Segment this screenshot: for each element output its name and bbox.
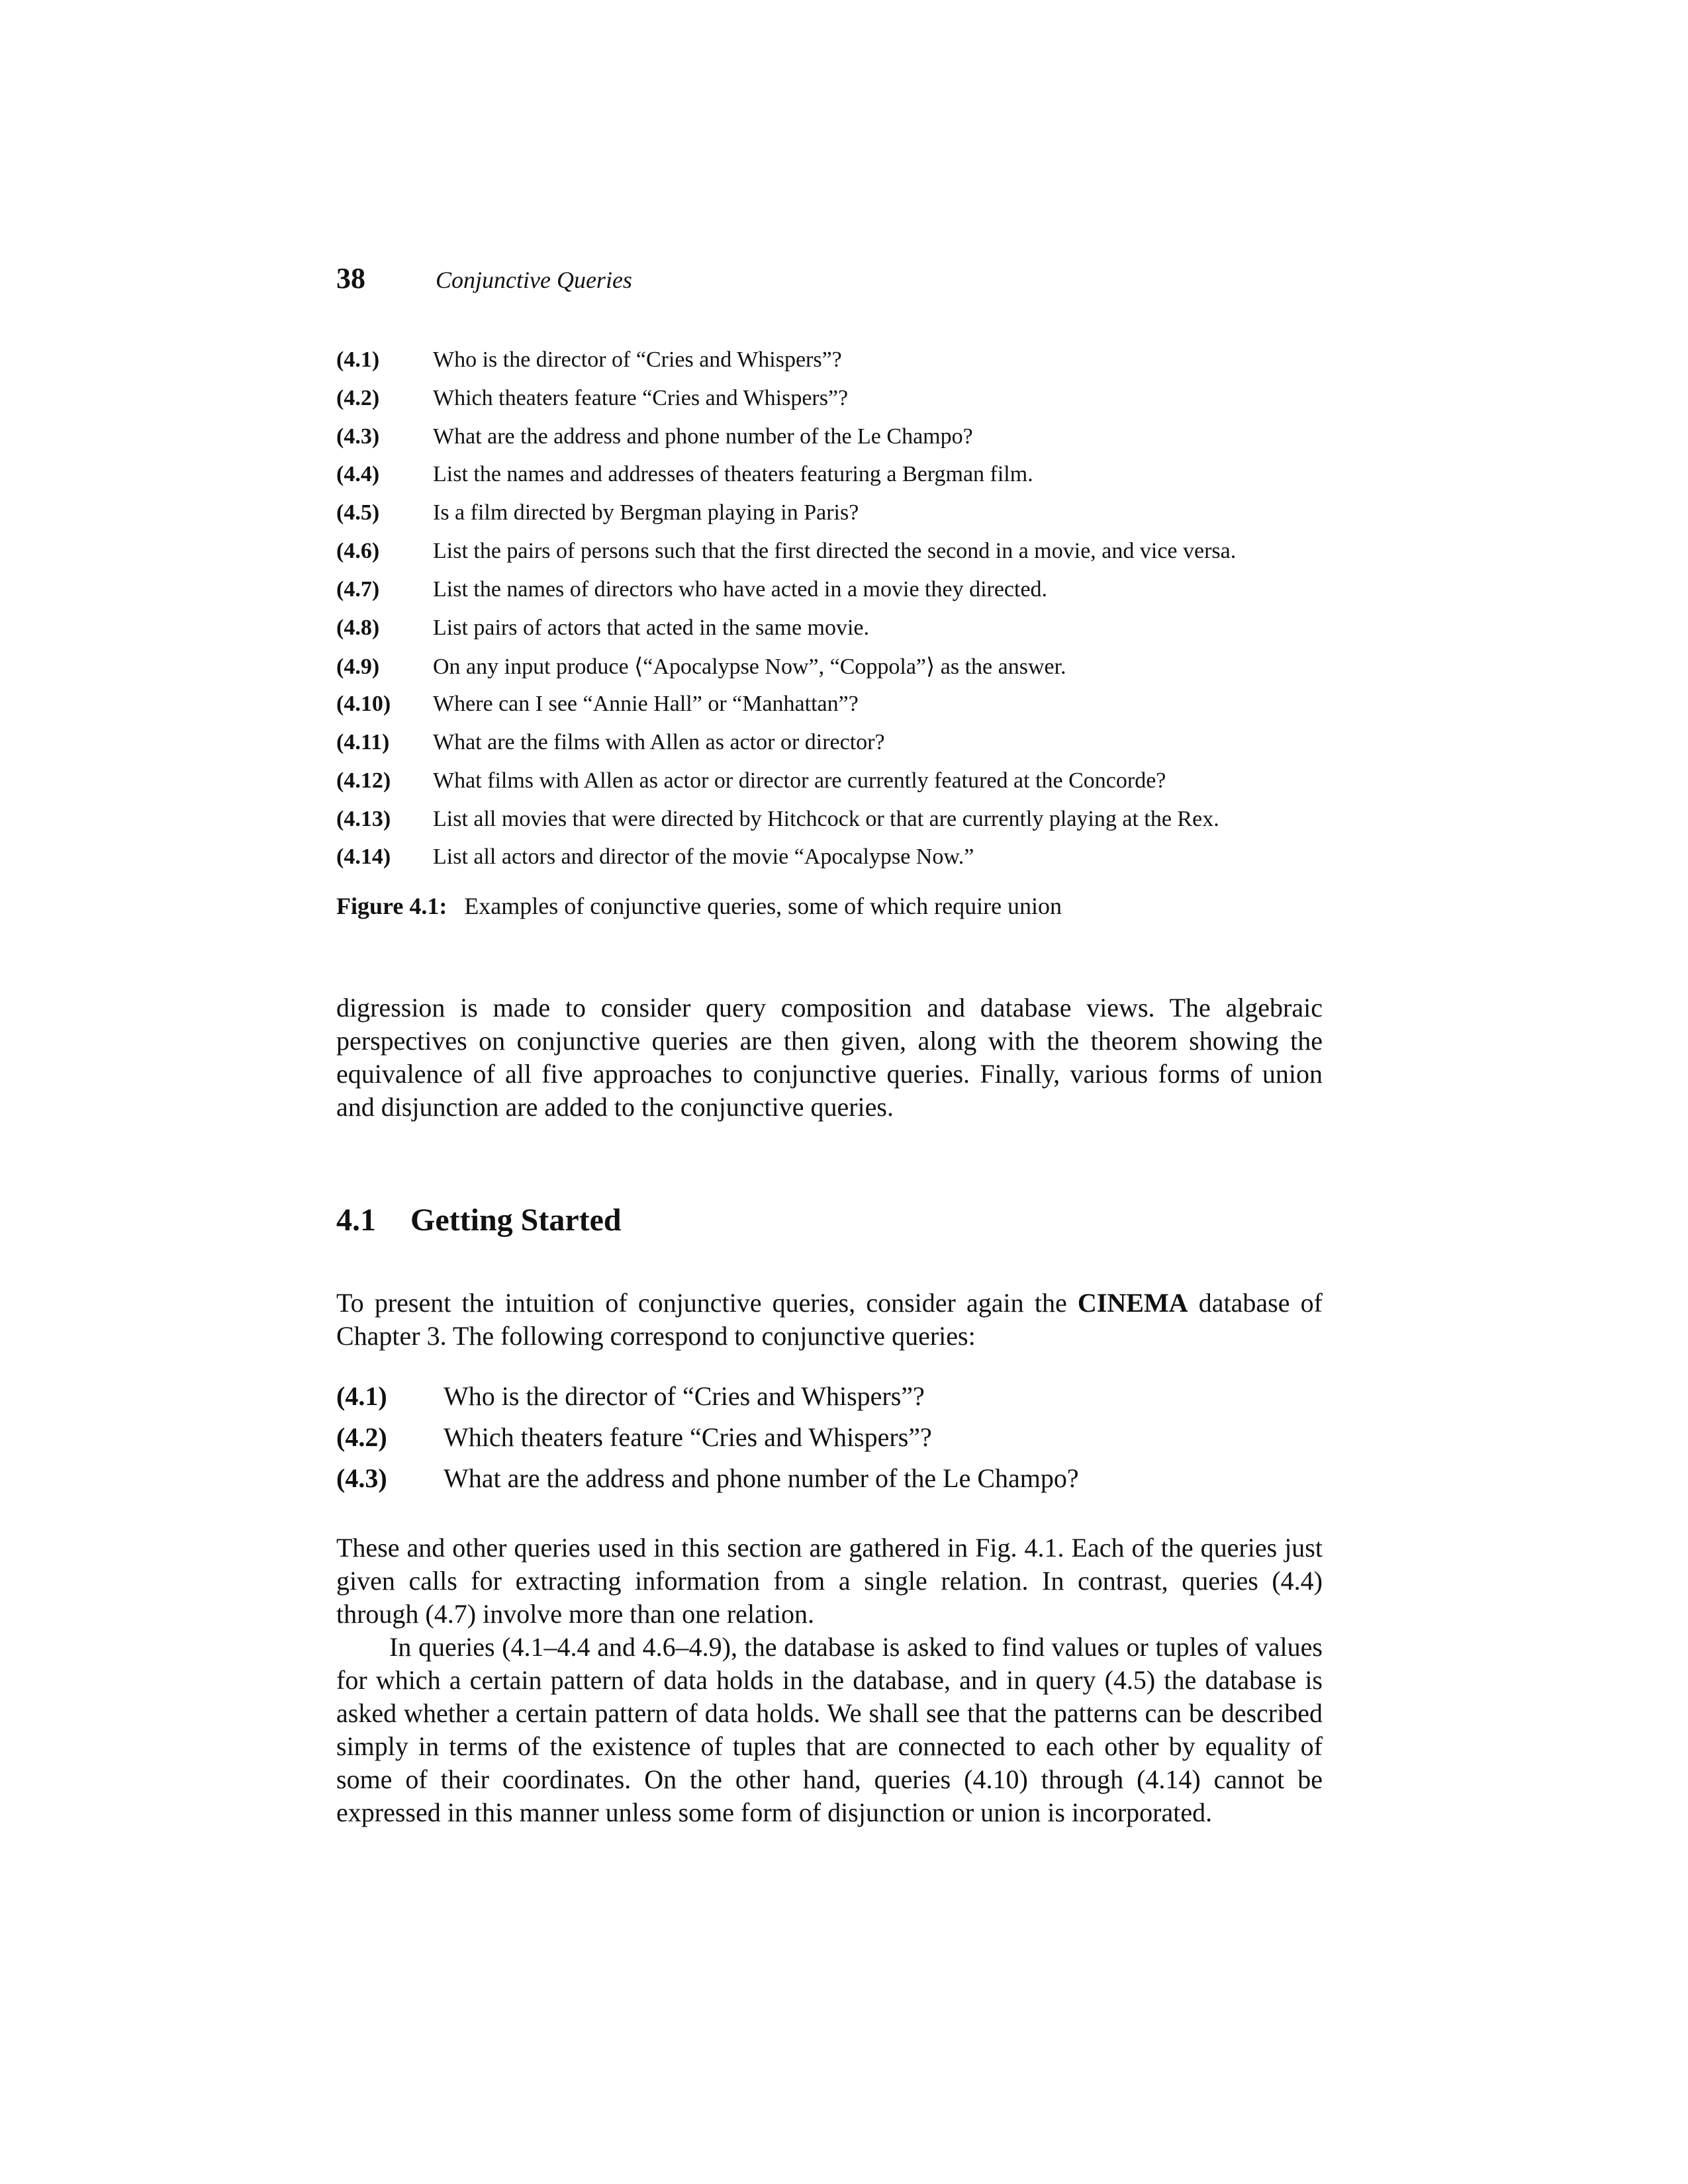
figure-item-text: Is a film directed by Bergman playing in Paris? xyxy=(433,500,859,525)
figure-item-text: On any input produce ⟨“Apocalypse Now”, “Coppola”⟩ as the answer. xyxy=(433,655,1066,680)
figure-item-text: What are the films with Allen as actor or director? xyxy=(433,729,885,754)
figure-item-number: (4.13) xyxy=(336,806,391,831)
figure-item-number: (4.7) xyxy=(336,576,380,602)
figure-item-text: List the names and addresses of theaters featuring a Bergman film. xyxy=(433,462,1033,487)
figure-item-number: (4.2) xyxy=(336,385,380,410)
query-number: (4.2) xyxy=(336,1422,387,1453)
figure-item-text: Where can I see “Annie Hall” or “Manhattan”? xyxy=(433,692,859,717)
body-paragraph xyxy=(336,1287,1323,1353)
query-list xyxy=(336,1381,1323,1504)
figure-item-number: (4.1) xyxy=(336,347,380,372)
figure-item xyxy=(336,424,1323,463)
query-text: Who is the director of “Cries and Whispers”? xyxy=(444,1381,925,1412)
figure-item xyxy=(336,844,1323,883)
running-head xyxy=(336,261,1323,301)
figure-item xyxy=(336,539,1323,577)
figure-query-list xyxy=(336,347,1323,883)
figure-item-text: Which theaters feature “Cries and Whispers”? xyxy=(433,385,849,410)
figure-item-text: List the pairs of persons such that the first directed the second in a movie, and vice versa. xyxy=(433,538,1237,563)
figure-item xyxy=(336,768,1323,807)
paragraph-text: To present the intuition of conjunctive queries, consider again the xyxy=(336,1288,1078,1318)
figure-item-number: (4.14) xyxy=(336,844,391,870)
body-paragraph: In queries (4.1–4.4 and 4.6–4.9), the database is asked to find values or tuples of values for which a certain pattern of data holds in the database, and in query (4.5) the database is asked whether a certain pattern of data holds. We shall see that the patterns can be described simply in terms of the existence of tuples that are connected to each other by equality of some of their coordinates. On the other hand, queries (4.10) through (4.14) cannot be expressed in this manner unless some form of disjunction or union is incorporated. xyxy=(336,1632,1323,1828)
figure-item xyxy=(336,462,1323,500)
query-number: (4.1) xyxy=(336,1381,387,1412)
figure-item-text: What films with Allen as actor or director are currently featured at the Concorde? xyxy=(433,768,1166,793)
query-text: What are the address and phone number of the Le Champo? xyxy=(444,1463,1079,1494)
figure-item xyxy=(336,500,1323,539)
figure-item-number: (4.6) xyxy=(336,538,380,563)
figure-item-text: List the names of directors who have acted in a movie they directed. xyxy=(433,576,1048,602)
body-paragraph: digression is made to consider query composition and database views. The algebraic perspectives on conjunctive queries are then given, along with the theorem showing the equivalence of all five approaches to conjunctive queries. Finally, various forms of union and disjunction are added to the conjunctive queries. xyxy=(336,993,1323,1122)
figure-item-number: (4.5) xyxy=(336,500,380,525)
figure-caption-text: Examples of conjunctive queries, some of which require union xyxy=(464,893,1062,920)
section-number: 4.1 xyxy=(336,1203,376,1238)
figure-item xyxy=(336,577,1323,615)
figure-item-number: (4.8) xyxy=(336,615,380,640)
database-name: CINEMA xyxy=(1077,1288,1188,1318)
section-heading xyxy=(336,1202,1323,1242)
page-number: 38 xyxy=(336,262,365,295)
query-item xyxy=(336,1463,1323,1504)
figure-item xyxy=(336,386,1323,424)
query-item xyxy=(336,1422,1323,1463)
query-item xyxy=(336,1381,1323,1422)
section-title: Getting Started xyxy=(410,1203,622,1238)
figure-item xyxy=(336,730,1323,768)
figure-caption-label: Figure 4.1: xyxy=(336,893,447,920)
figure-item xyxy=(336,653,1323,692)
figure-item-text: List pairs of actors that acted in the same movie. xyxy=(433,615,870,640)
figure-item-text: List all movies that were directed by Hitchcock or that are currently playing at the Rex. xyxy=(433,806,1219,831)
figure-item-text: List all actors and director of the movie “Apocalypse Now.” xyxy=(433,844,974,870)
paragraph-text: database of Chapter 3. The following correspond to conjunctive queries: xyxy=(336,1288,1323,1351)
figure-item xyxy=(336,615,1323,654)
figure-item-number: (4.11) xyxy=(336,729,390,754)
figure-item-number: (4.10) xyxy=(336,692,391,717)
figure-item xyxy=(336,347,1323,386)
page xyxy=(336,261,1323,1829)
figure-item-number: (4.9) xyxy=(336,655,380,680)
figure-caption xyxy=(336,892,1323,920)
figure-item-number: (4.4) xyxy=(336,462,380,487)
query-number: (4.3) xyxy=(336,1463,387,1494)
running-title: Conjunctive Queries xyxy=(436,267,632,293)
figure-item-text: What are the address and phone number of the Le Champo? xyxy=(433,424,973,449)
figure-item-text: Who is the director of “Cries and Whispers”? xyxy=(433,347,842,372)
figure-item xyxy=(336,692,1323,730)
figure-item-number: (4.3) xyxy=(336,424,380,449)
query-text: Which theaters feature “Cries and Whispers”? xyxy=(444,1422,932,1453)
figure-item xyxy=(336,807,1323,845)
body-paragraph: These and other queries used in this section are gathered in Fig. 4.1. Each of the queries just given calls for extracting information from a single relation. In contrast, queries (4.4) through (4.7) involve more than one relation. xyxy=(336,1533,1323,1629)
figure-item-number: (4.12) xyxy=(336,768,391,793)
